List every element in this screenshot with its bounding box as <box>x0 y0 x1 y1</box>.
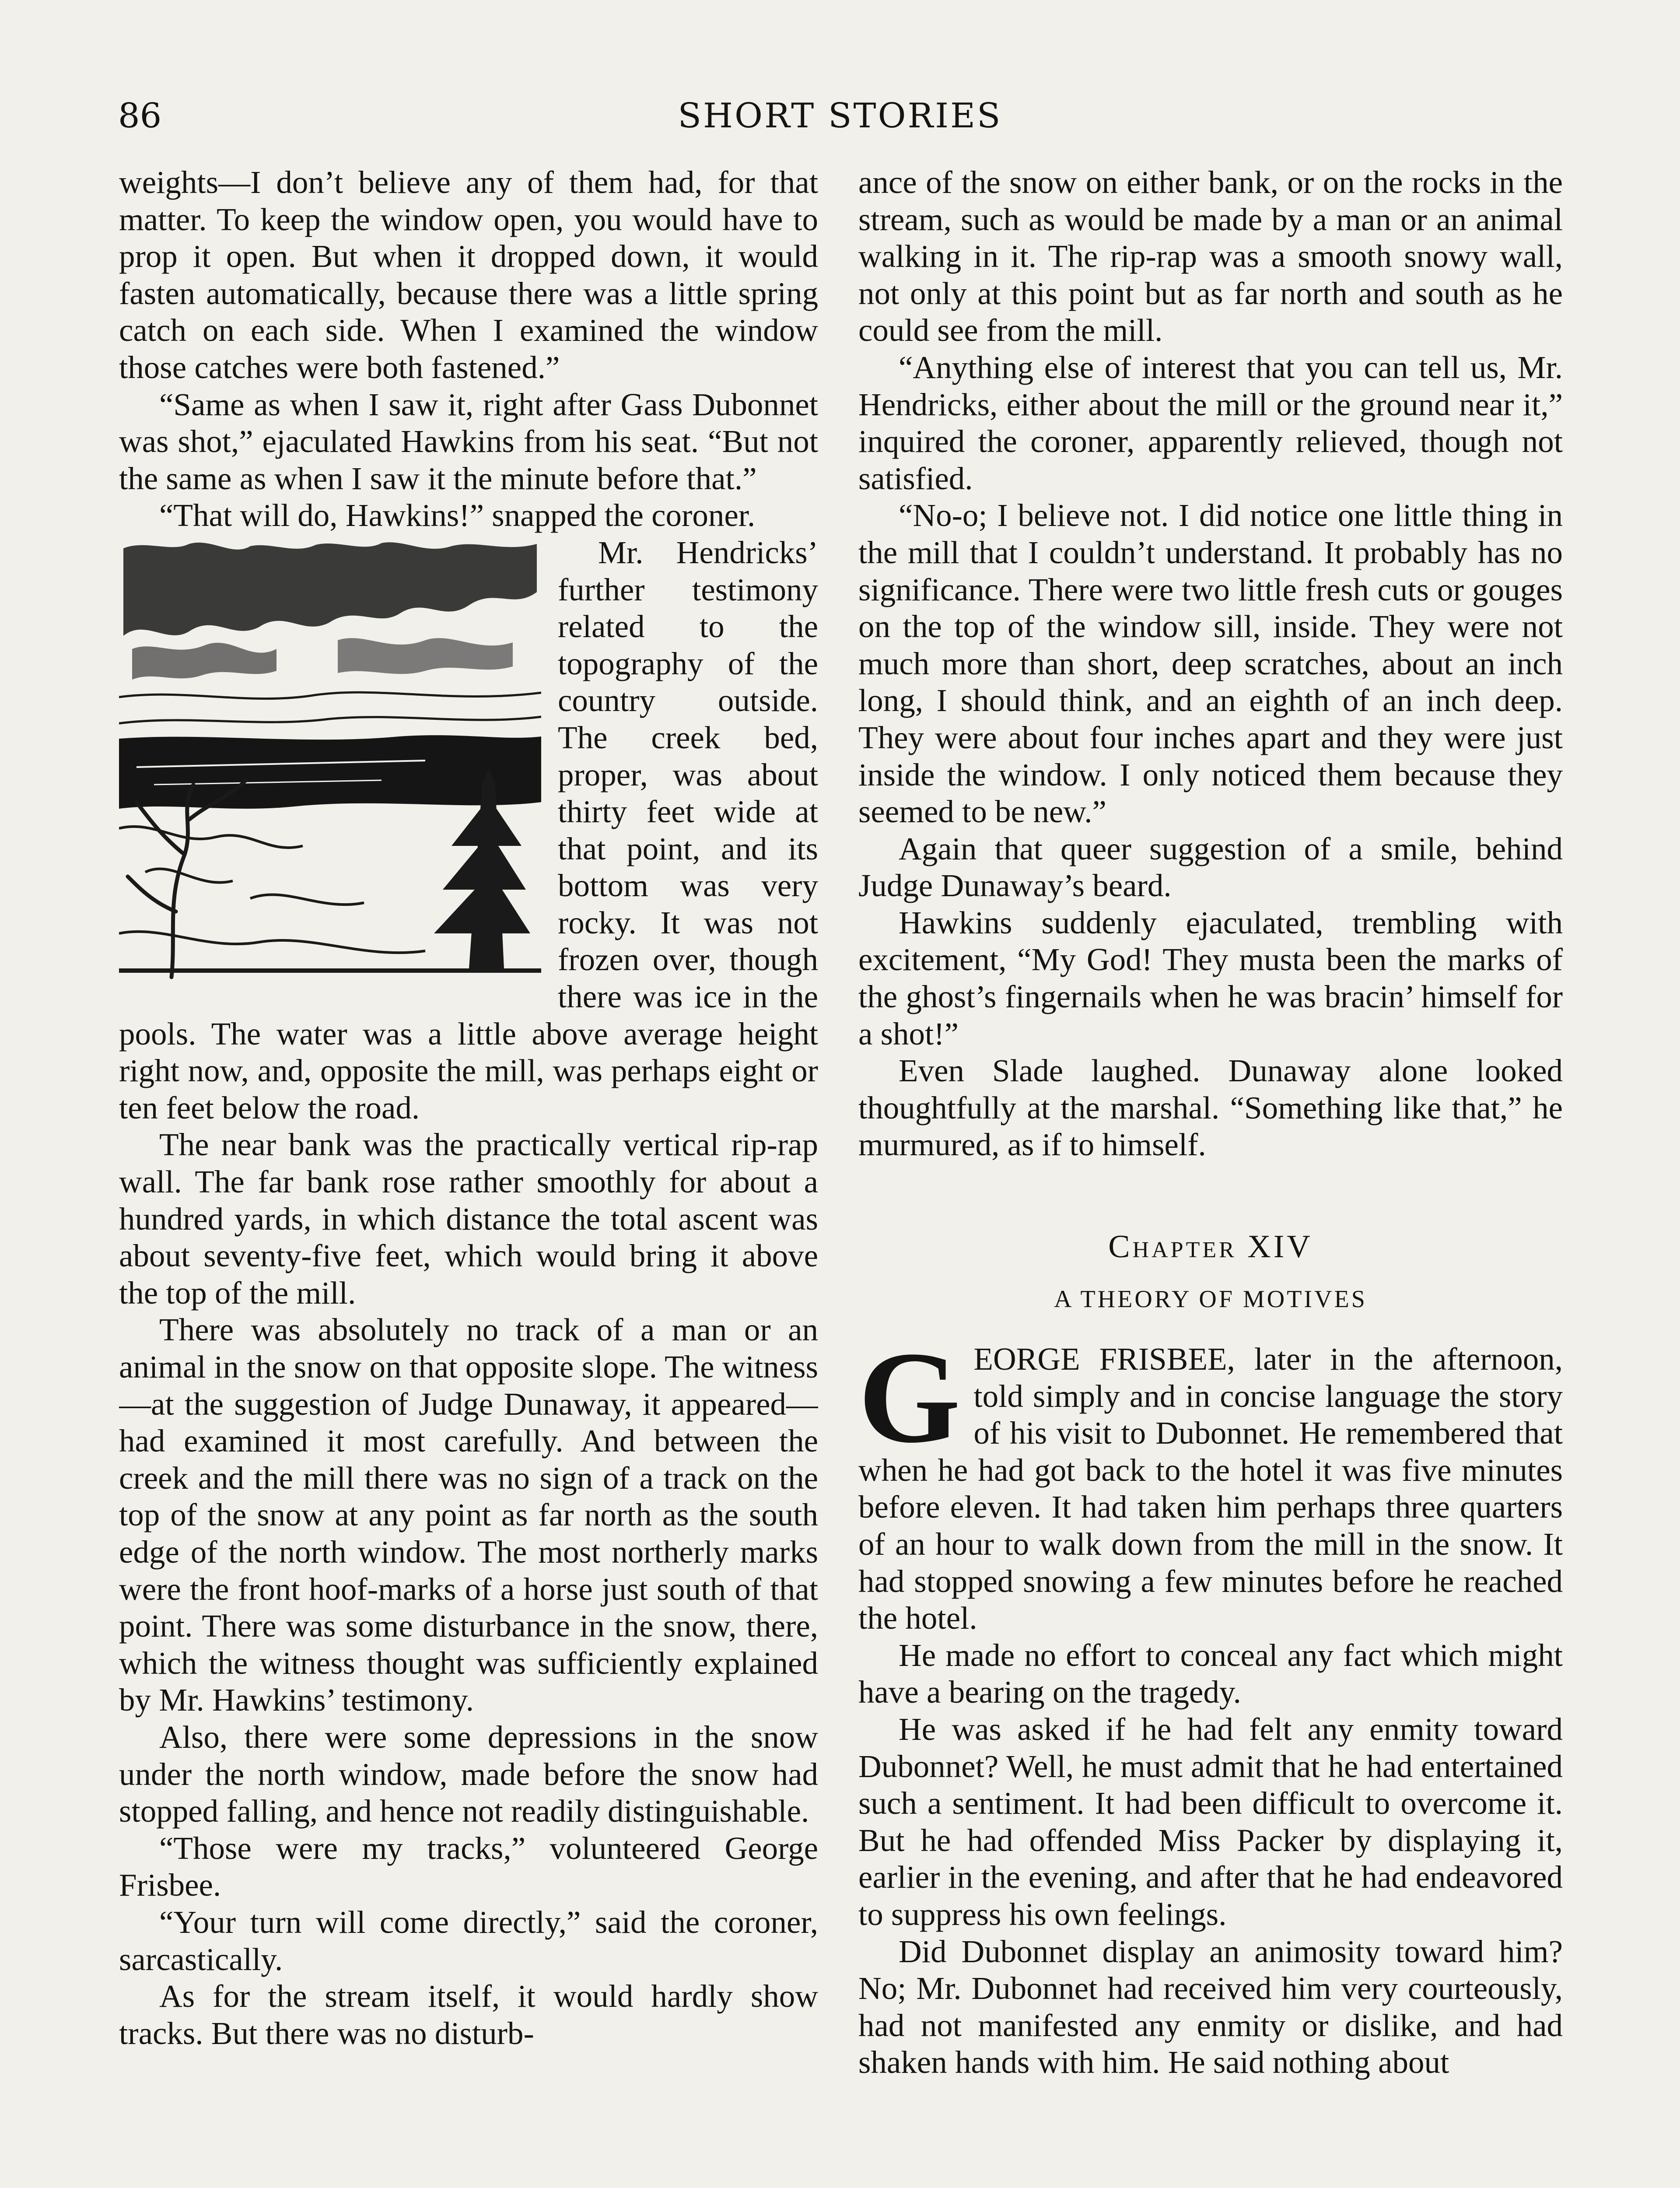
paragraph-text: EORGE FRISBEE, later in the afternoon, told simply and in concise language the story of his visit to Dubonnet. He remembered that when he had got back to the hotel it was five minutes before eleven. It had taken him perhaps three quarters of an hour to walk down from the mill in the snow. It had stopped snowing a few minutes before he reached the hotel. <box>858 1341 1563 1636</box>
paragraph: Did Dubonnet display an animosity toward him? No; Mr. Dubonnet had received him very courteously, had not manifested any enmity or dislike, and had shaken hands with him. He said nothing about <box>858 1933 1563 2080</box>
drop-cap: G <box>858 1325 961 1470</box>
page-number: 86 <box>118 96 162 136</box>
paragraph: “Your turn will come directly,” said the coroner, sarcastically. <box>119 1904 818 1977</box>
paragraph: He made no effort to conceal any fact which might have a bearing on the tragedy. <box>858 1637 1563 1710</box>
chapter-opening-paragraph <box>858 1325 1563 1637</box>
paragraph: weights—I don’t believe any of them had, for that matter. To keep the window open, you would have to prop it open. But when it dropped down, it would fasten automatically, because there was a little spring catch on each side. When I examined the window those catches were both fastened.” <box>119 165 818 385</box>
winter-creek-illustration-icon <box>119 540 541 982</box>
paragraph: The near bank was the practically vertical rip-rap wall. The far bank rose rather smoothly for about a hundred yards, in which distance the total ascent was about seventy-five feet, which would bring it above the top of the mill. <box>119 1127 818 1311</box>
right-column <box>858 164 1563 2188</box>
paragraph: Hawkins suddenly ejaculated, trembling with excitement, “My God! They musta been the marks of the ghost’s fingernails when he was bracin’ himself for a shot!” <box>858 905 1563 1052</box>
paragraph: “No-o; I believe not. I did notice one little thing in the mill that I couldn’t understand. It probably has no significance. There were two little fresh cuts or gouges on the top of the window sill, inside. They were not much more than short, deep scratches, about an inch long, I should think, and an eighth of an inch deep. They were about four inches apart and they were just inside the window. I only noticed them because they seemed to be new.” <box>858 498 1563 830</box>
chapter-subtitle: A THEORY OF MOTIVES <box>1054 1286 1367 1313</box>
paragraph: “Anything else of interest that you can tell us, Mr. Hendricks, either about the mill or the ground near it,” inquired the coroner, apparently relieved, though not satisfied. <box>858 349 1563 496</box>
page-header <box>118 94 1562 142</box>
left-column <box>119 164 818 2188</box>
paragraph: Again that queer suggestion of a smile, behind Judge Dunaway’s beard. <box>858 831 1563 904</box>
paragraph: He was asked if he had felt any enmity toward Dubonnet? Well, he must admit that he had entertained such a sentiment. It had been difficult to overcome it. But he had offended Miss Packer by displaying it, earlier in the evening, and after that he had endeavored to suppress his own feelings. <box>858 1711 1563 1932</box>
paragraph: There was absolutely no track of a man or an animal in the snow on that opposite slope. The witness—at the suggestion of Judge Dunaway, it appeared—had examined it most carefully. And between the creek and the mill there was no sign of a track on the top of the snow at any point as far north as the south edge of the north window. The most northerly marks were the front hoof-marks of a horse just south of that point. There was some disturbance in the snow, there, which the witness thought was sufficiently explained by Mr. Hawkins’ testimony. <box>119 1312 818 1718</box>
paragraph: “Same as when I saw it, right after Gass Dubonnet was shot,” ejaculated Hawkins from his seat. “But not the same as when I saw it the minute before that.” <box>119 386 818 496</box>
paragraph-text: Mr. Hendricks’ further testimony related to the topography of the country outside. The creek bed, proper, was about thirty feet wide at that point, and its bottom was very rocky. It was not frozen over, though there was ice in the pools. The water was a little above average height right now, and, opposite the mill, was perhaps eight or ten feet below the road. <box>119 534 818 1126</box>
paragraph: “Those were my tracks,” volunteered George Frisbee. <box>119 1830 818 1903</box>
chapter-heading <box>858 1227 1563 1266</box>
paragraph: Even Slade laughed. Dunaway alone looked thoughtfully at the marshal. “Something like that,” he murmured, as if to himself. <box>858 1053 1563 1163</box>
paragraph: As for the stream itself, it would hardly show tracks. But there was no disturb- <box>119 1978 818 2051</box>
chapter-label: Chapter XIV <box>1108 1229 1313 1265</box>
paragraph-with-illustration <box>119 534 818 1127</box>
paragraph: “That will do, Hawkins!” snapped the coroner. <box>159 498 756 533</box>
paragraph: ance of the snow on either bank, or on the rocks in the stream, such as would be made by a man or an animal walking in it. The rip-rap was a smooth snowy wall, not only at this point but as far north and south as he could see from the mill. <box>858 165 1563 348</box>
running-head: SHORT STORIES <box>678 96 1002 136</box>
paragraph: Also, there were some depressions in the snow under the north window, made before the snow had stopped falling, and hence not readily distinguishable. <box>119 1719 818 1829</box>
